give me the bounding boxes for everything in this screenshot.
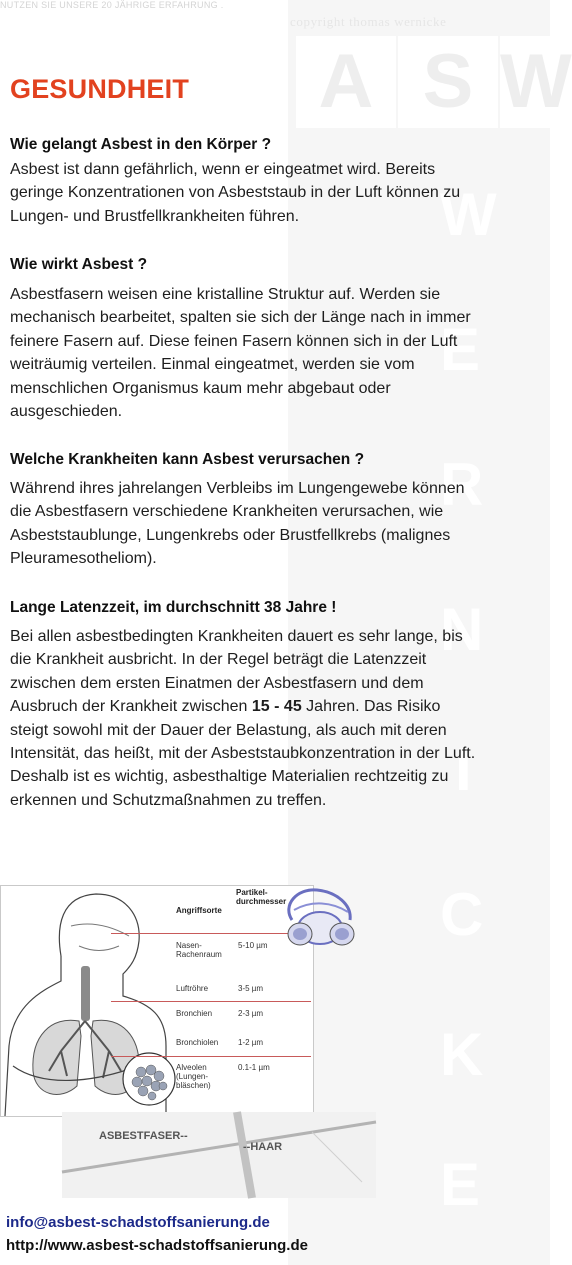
fiber-photo-illustration [62,1112,376,1198]
diagram-divider [111,1056,311,1057]
section-text [10,625,480,812]
section-text: Asbestfasern weisen eine kristalline Struktur auf. Werden sie mechanisch bearbeitet, spalten sie sich der Länge nach in immer feinere Fasern auf. Diese feinen Fasern können sich in der Luft weiträumig verteilen. Einmal eingeatmet, werden sie vom menschlichen Organismus kaum mehr abgebaut oder ausgeschieden. [10,286,471,421]
watermark-logo-letter: A [296,36,396,128]
contact-email-link[interactable]: info@asbest-schadstoffsanierung.de [6,1214,270,1231]
watermark-vertical-letter: N [440,596,484,663]
watermark-vertical-letter: C [440,881,484,948]
watermark-copyright: copyright thomas wernicke [290,14,447,29]
diagram-row-size: 5-10 µm [238,941,268,950]
watermark-vertical-letter: I [455,736,472,803]
diagram-row-size: 3-5 µm [238,984,264,993]
section-question: Lange Latenzzeit, im durchschnitt 38 Jahre ! [10,599,337,616]
section-text: Während ihres jahrelangen Verbleibs im Lungengewebe können die Asbestfasern verschiedene Krankheiten verursachen, wie Asbeststaublunge, Lungenkrebs oder Brustfellkrebs (malignes Pleuramesotheliom). [10,480,465,568]
section-question: Wie wirkt Asbest ? [10,256,148,273]
diagram-row-location-line: Rachenraum [176,950,222,959]
diagram-row-size: 0.1-1 µm [238,1063,270,1072]
photo-label-fiber: ASBESTFASER-- [99,1130,188,1142]
diagram-row-size: 1-2 µm [238,1038,264,1047]
watermark-logo-letter [500,36,572,128]
page-title: GESUNDHEIT [10,74,190,104]
diagram-row-size: 2-3 µm [238,1009,264,1018]
watermark-logo-letter: S [398,36,498,128]
respirator-mask-icon [272,880,372,955]
respiratory-diagram [0,885,314,1117]
watermark-vertical-letter: E [440,316,481,383]
diagram-row-location: Bronchien [176,1009,213,1018]
diagram-divider [111,1001,311,1002]
diagram-row-location-line: Nasen- [176,941,202,950]
diagram-header-size-line: Partikel- [236,888,268,897]
watermark-vertical-letter: E [440,1151,481,1218]
photo-label-hair: --HAAR [243,1141,283,1153]
diagram-row-location-line: (Lungen- [176,1072,209,1081]
section-question: Wie gelangt Asbest in den Körper ? [10,136,272,153]
watermark-vertical-letter: R [440,451,484,518]
diagram-row-location [176,1063,211,1090]
watermark-banner: NUTZEN SIE UNSERE 20 JÄHRIGE ERFAHRUNG . [0,0,224,10]
section-text-part: Bei allen asbestbedingten Krankheiten dauert es sehr lange, bis die Krankheit ausbricht. In der Regel beträgt die Latenzzeit zwischen dem ersten Einatmen der Asbestfasern und dem Ausbruch der Krankheit zwischen [10,628,463,716]
section-text: Asbest ist dann gefährlich, wenn er eingeatmet wird. Bereits geringe Konzentrationen von Asbeststaub in der Luft können zu Lungen- und Brustfellkrankheiten führen. [10,161,461,225]
watermark-vertical-letter: K [440,1021,484,1088]
diagram-header-size-line: durchmesser [236,897,287,906]
latency-range: 15 - 45 [251,698,302,716]
microscope-photo [62,1112,376,1198]
section-question: Welche Krankheiten kann Asbest verursachen ? [10,451,365,468]
diagram-header-location: Angriffsorte [176,906,222,915]
diagram-row-location [176,941,222,959]
diagram-row-location-line: bläschen) [176,1081,211,1090]
diagram-row-location: Bronchiolen [176,1038,219,1047]
watermark-vertical-letter: W [440,181,497,248]
watermark-logo-letter-text: W [500,39,572,124]
diagram-row-location-line: Alveolen [176,1063,207,1072]
contact-website-link[interactable]: http://www.asbest-schadstoffsanierung.de [6,1237,308,1254]
diagram-row-location: Luftröhre [176,984,209,993]
section-text-part: Jahren. Das Risiko steigt sowohl mit der Dauer der Belastung, als auch mit deren Intensität, das heißt, mit der Asbeststaubkonzentration in der Luft. Deshalb ist es wichtig, asbesthaltige Materialien rechtzeitig zu erkennen und Schutzmaßnahmen zu treffen. [10,698,476,809]
